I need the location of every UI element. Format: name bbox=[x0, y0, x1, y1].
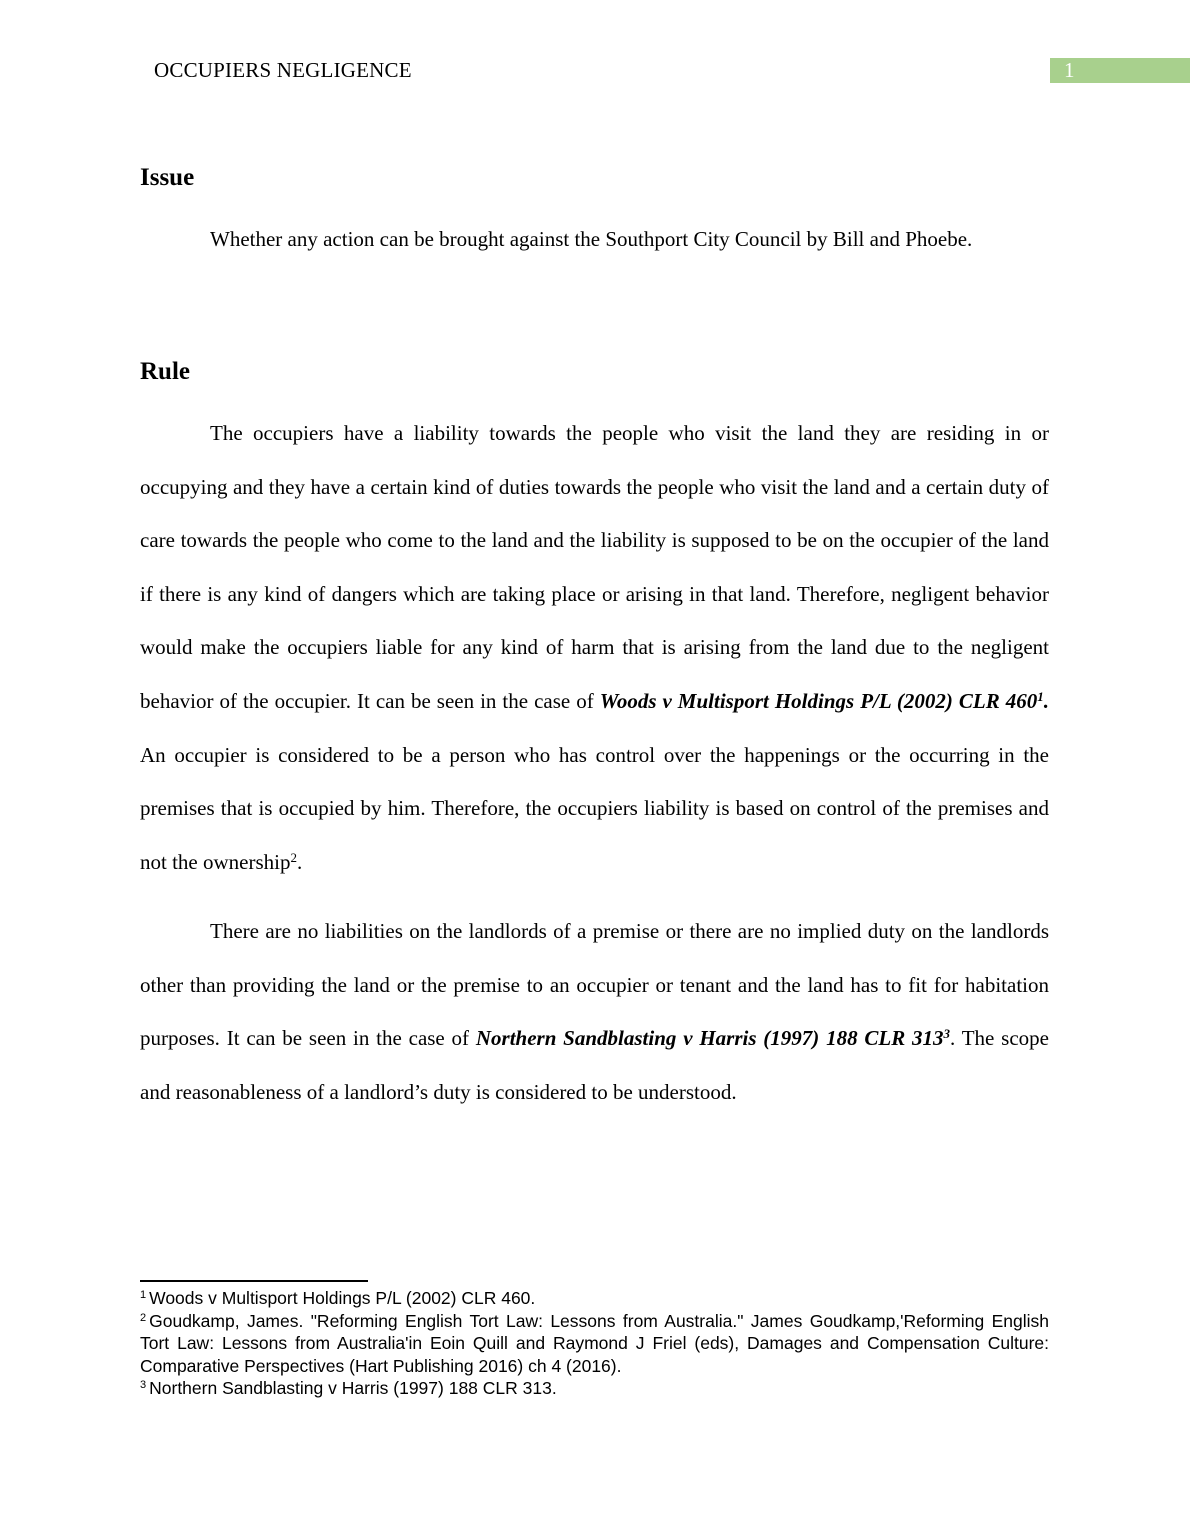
rule-p1-text-before-case: The occupiers have a liability towards the people who visit the land they are residing in or occupying and they have a certain kind of duties towards the people who visit the land and a certain duty of care towards the people who come to the land and the liability is supposed to be on the occupier of the land if there is any kind of dangers which are taking place or arising in that land. Therefore, negligent behavior would make the occupiers liable for any kind of harm that is arising from the land due to the negligent behavior of the occupier. It can be seen in the case of bbox=[140, 421, 1049, 713]
footnotes bbox=[140, 1287, 1049, 1400]
footnote-text-2: Goudkamp, James. "Reforming English Tort Law: Lessons from Australia." James Goudkamp,'Reforming English Tort Law: Lessons from Australia'in Eoin Quill and Raymond J Friel (eds), Damages and Compensation Culture: Comparative Perspectives (Hart Publishing 2016) ch 4 (2016). bbox=[140, 1310, 1049, 1376]
rule-paragraph-2 bbox=[140, 905, 1049, 1119]
footnote-1 bbox=[140, 1287, 1049, 1310]
issue-paragraph: Whether any action can be brought against the Southport City Council by Bill and Phoebe. bbox=[210, 227, 973, 251]
case-citation-woods bbox=[600, 689, 1049, 713]
rule-heading: Rule bbox=[140, 358, 190, 385]
footnote-number-3: 3 bbox=[140, 1379, 147, 1392]
case-trailing-period: . bbox=[1043, 688, 1049, 713]
footnote-number-1: 1 bbox=[140, 1289, 147, 1301]
footnote-separator bbox=[140, 1280, 368, 1282]
footnote-text-1: Woods v Multisport Holdings P/L (2002) CLR 460. bbox=[149, 1288, 536, 1308]
footnote-number-2: 2 bbox=[140, 1311, 147, 1324]
footnote-ref-2[interactable]: 2 bbox=[290, 849, 297, 865]
footnote-ref-1[interactable]: 1 bbox=[1037, 688, 1044, 704]
footnote-text-3: Northern Sandblasting v Harris (1997) 188 CLR 313. bbox=[149, 1378, 557, 1399]
case-name-northern: Northern Sandblasting v Harris (1997) 188 CLR 313 bbox=[475, 1026, 944, 1051]
case-name-woods: Woods v Multisport Holdings P/L (2002) CLR 460 bbox=[599, 688, 1038, 713]
running-header-title: OCCUPIERS NEGLIGENCE bbox=[154, 58, 412, 82]
rule-paragraph-1 bbox=[140, 407, 1049, 889]
rule-p2-text-before-case: There are no liabilities on the landlords of a premise or there are no implied duty on the landlords other than providing the land or the premise to an occupier or tenant and the land has to fit for habitation purposes. It can be seen in the case of bbox=[140, 919, 1049, 1051]
footnote-ref-3[interactable]: 3 bbox=[943, 1026, 951, 1042]
rule-p1-end-punct: . bbox=[296, 849, 303, 874]
page-number-bar bbox=[1050, 58, 1190, 83]
rule-p1-text-after-case: An occupier is considered to be a person who has control over the happenings or the occurring in the premises that is occupied by him. Therefore, the occupiers liability is based on control of the premises and not the ownership bbox=[140, 742, 1049, 874]
rule-p2-text-after-case: . The scope and reasonableness of a landlord’s duty is considered to be understood. bbox=[140, 1026, 1049, 1104]
footnote-2 bbox=[140, 1310, 1049, 1378]
issue-heading: Issue bbox=[140, 164, 195, 191]
page-number: 1 bbox=[1064, 58, 1075, 82]
footnote-3 bbox=[140, 1377, 1049, 1400]
case-citation-northern bbox=[476, 1026, 950, 1050]
